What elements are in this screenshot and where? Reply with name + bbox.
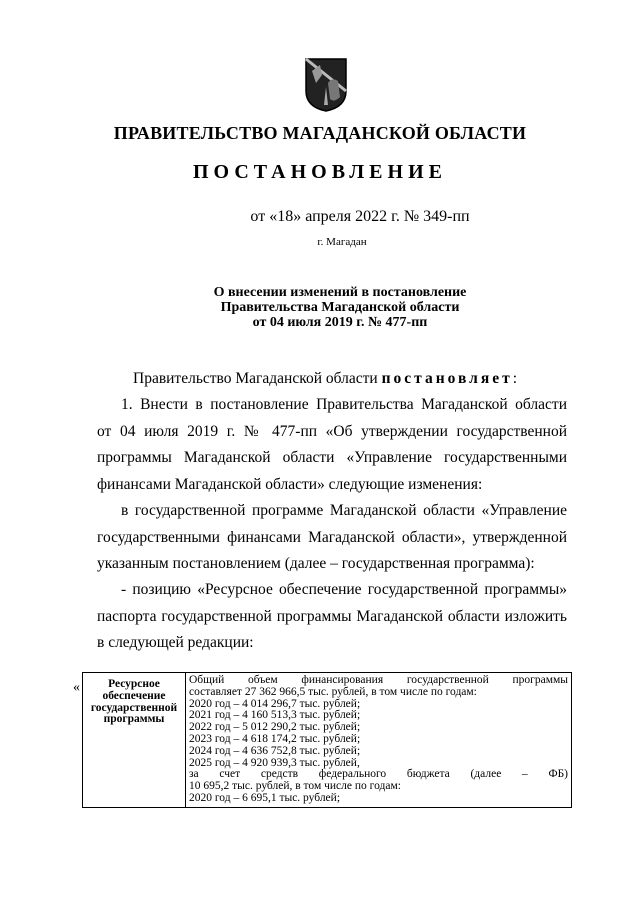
paragraph-line: 1. Внести в постановление Правительства Магаданской области: [121, 396, 567, 413]
document-title: [20, 285, 640, 330]
value-line: 2023 год – 4 618 174,2 тыс. рублей;: [189, 732, 361, 745]
government-name: ПРАВИТЕЛЬСТВО МАГАДАНСКОЙ ОБЛАСТИ: [113, 123, 527, 143]
paragraph-line: программы Магаданской области «Управление государственными: [97, 449, 567, 466]
value-line: Общий объем финансирования государственной программы: [189, 674, 568, 686]
title-line: Правительства Магаданской области: [220, 300, 460, 315]
value-line: 2020 год – 6 695,1 тыс. рублей;: [189, 791, 341, 804]
paragraph-line: в государственной программе Магаданской области «Управление: [121, 502, 567, 519]
value-line: за счет средств федерального бюджета (далее – ФБ): [189, 768, 568, 781]
paragraph-line: от 04 июля 2019 г. № 477-пп «Об утверждении государственной: [97, 422, 567, 440]
intro-verb: постановляет: [381, 370, 513, 387]
resource-label: Ресурсное обеспечение государственной программы: [83, 673, 186, 808]
city: г. Магадан: [317, 236, 367, 248]
table-row: [83, 673, 572, 808]
coat-of-arms-icon: [304, 57, 348, 113]
paragraph-line: государственными финансами Магаданской области», утвержденной: [97, 528, 567, 546]
title-line: О внесении изменений в постановление: [213, 285, 467, 300]
opening-quote: «: [73, 680, 80, 695]
resource-value: [186, 673, 572, 808]
document-type: ПОСТАНОВЛЕНИЕ: [193, 161, 447, 183]
value-line: составляет 27 362 966,5 тыс. рублей, в том числе по годам:: [189, 685, 477, 698]
intro-paragraph: [133, 366, 603, 393]
intro-colon: :: [512, 370, 518, 387]
intro-prefix: Правительство Магаданской области: [133, 370, 378, 387]
value-line: 2024 год – 4 636 752,8 тыс. рублей;: [189, 744, 361, 757]
value-line: 2025 год – 4 920 939,3 тыс. рублей,: [189, 756, 360, 769]
value-line: 2021 год – 4 160 513,3 тыс. рублей;: [189, 709, 361, 722]
value-line: 2022 год – 5 012 290,2 тыс. рублей;: [189, 721, 361, 734]
value-line: 10 695,2 тыс. рублей, в том числе по годам:: [189, 780, 401, 793]
paragraph-1: [97, 392, 567, 498]
paragraph-line: финансами Магаданской области» следующие изменения:: [97, 475, 483, 493]
paragraph-3: [97, 577, 567, 657]
paragraph-line: паспорта государственной программы Магаданской области изложить: [97, 607, 567, 625]
value-line: 2020 год – 4 014 296,7 тыс. рублей;: [189, 697, 361, 710]
paragraph-line: указанным постановлением (далее – государственная программа):: [97, 555, 535, 572]
date-and-number: от «18» апреля 2022 г. № 349-пп: [250, 208, 470, 225]
paragraph-line: в следующей редакции:: [97, 634, 254, 651]
title-line: от 04 июля 2019 г. № 477-пп: [252, 315, 428, 330]
resource-table: [82, 672, 572, 808]
paragraph-2: [97, 498, 567, 578]
paragraph-line: - позицию «Ресурсное обеспечение государственной программы»: [121, 581, 567, 598]
